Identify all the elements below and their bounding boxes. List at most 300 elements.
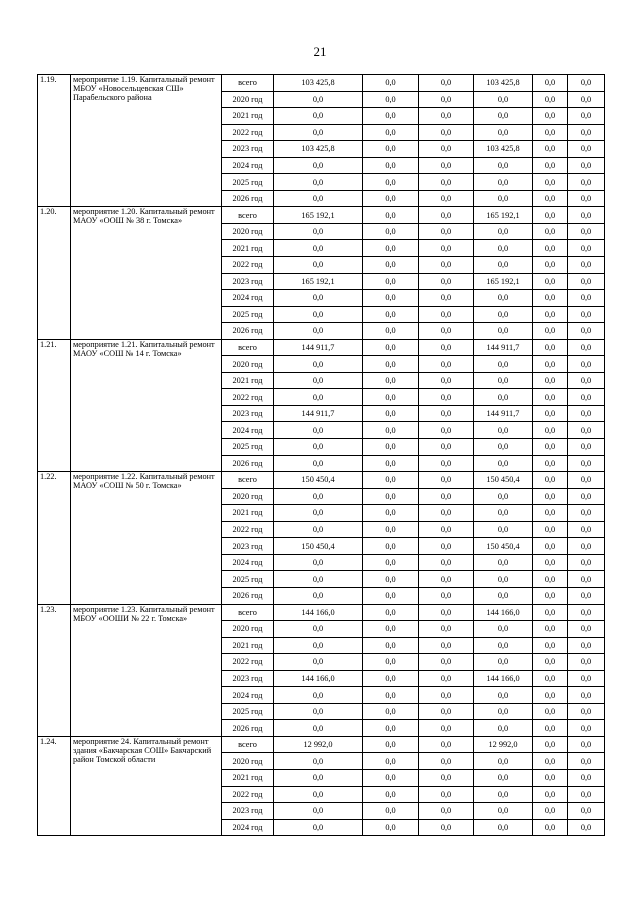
value-cell: 0,0 (533, 786, 568, 803)
value-cell: 0,0 (568, 141, 605, 158)
value-cell: 103 425,8 (274, 75, 363, 92)
value-cell: 0,0 (363, 223, 419, 240)
year-label: 2026 год (222, 323, 274, 340)
value-cell: 0,0 (474, 174, 533, 191)
value-cell: 0,0 (533, 753, 568, 770)
value-cell: 144 166,0 (274, 670, 363, 687)
page-number: 21 (313, 44, 327, 59)
value-cell: 0,0 (568, 240, 605, 257)
value-cell: 0,0 (274, 488, 363, 505)
value-cell: 0,0 (363, 769, 419, 786)
year-label: 2026 год (222, 720, 274, 737)
value-cell: 0,0 (419, 141, 474, 158)
value-cell: 0,0 (533, 488, 568, 505)
value-cell: 0,0 (419, 223, 474, 240)
value-cell: 0,0 (533, 587, 568, 604)
value-cell: 0,0 (274, 223, 363, 240)
year-label: всего (222, 604, 274, 621)
year-label: 2025 год (222, 174, 274, 191)
value-cell: 0,0 (533, 670, 568, 687)
item-description: мероприятие 1.23. Капитальный ремонт МБОУ «ООШИ № 22 г. Томска» (71, 604, 222, 736)
year-label: 2021 год (222, 769, 274, 786)
value-cell: 0,0 (568, 720, 605, 737)
value-cell: 0,0 (568, 439, 605, 456)
value-cell: 0,0 (363, 455, 419, 472)
value-cell: 0,0 (474, 720, 533, 737)
value-cell: 0,0 (419, 124, 474, 141)
value-cell: 0,0 (474, 356, 533, 373)
value-cell: 0,0 (568, 174, 605, 191)
value-cell: 144 911,7 (274, 339, 363, 356)
year-label: 2020 год (222, 753, 274, 770)
value-cell: 0,0 (363, 786, 419, 803)
year-label: 2020 год (222, 356, 274, 373)
value-cell: 0,0 (274, 505, 363, 522)
value-cell: 0,0 (419, 587, 474, 604)
value-cell: 0,0 (533, 521, 568, 538)
value-cell: 12 992,0 (474, 736, 533, 753)
value-cell: 0,0 (363, 637, 419, 654)
value-cell: 0,0 (419, 455, 474, 472)
year-label: 2025 год (222, 571, 274, 588)
value-cell: 0,0 (474, 257, 533, 274)
year-label: 2026 год (222, 455, 274, 472)
value-cell: 0,0 (474, 521, 533, 538)
value-cell: 0,0 (363, 124, 419, 141)
value-cell: 0,0 (419, 505, 474, 522)
value-cell: 0,0 (568, 323, 605, 340)
value-cell: 0,0 (274, 621, 363, 638)
value-cell: 0,0 (533, 803, 568, 820)
value-cell: 0,0 (474, 819, 533, 836)
value-cell: 0,0 (274, 323, 363, 340)
value-cell: 0,0 (474, 91, 533, 108)
value-cell: 0,0 (419, 439, 474, 456)
value-cell: 0,0 (419, 157, 474, 174)
value-cell: 0,0 (474, 157, 533, 174)
value-cell: 0,0 (533, 240, 568, 257)
value-cell: 0,0 (274, 157, 363, 174)
value-cell: 0,0 (533, 422, 568, 439)
value-cell: 0,0 (568, 356, 605, 373)
value-cell: 0,0 (419, 604, 474, 621)
value-cell: 0,0 (419, 273, 474, 290)
value-cell: 165 192,1 (274, 207, 363, 224)
value-cell: 0,0 (363, 521, 419, 538)
value-cell: 0,0 (274, 439, 363, 456)
value-cell: 0,0 (474, 389, 533, 406)
value-cell: 0,0 (363, 687, 419, 704)
year-label: 2022 год (222, 654, 274, 671)
value-cell: 0,0 (419, 190, 474, 207)
value-cell: 0,0 (474, 654, 533, 671)
year-label: 2020 год (222, 488, 274, 505)
value-cell: 0,0 (533, 75, 568, 92)
value-cell: 0,0 (568, 306, 605, 323)
value-cell: 0,0 (274, 703, 363, 720)
value-cell: 0,0 (568, 405, 605, 422)
value-cell: 0,0 (363, 108, 419, 125)
value-cell: 0,0 (568, 769, 605, 786)
year-label: 2023 год (222, 670, 274, 687)
year-label: 2023 год (222, 803, 274, 820)
value-cell: 144 911,7 (474, 339, 533, 356)
value-cell: 0,0 (274, 571, 363, 588)
value-cell: 0,0 (419, 786, 474, 803)
table-row (38, 472, 605, 489)
value-cell: 0,0 (419, 803, 474, 820)
value-cell: 103 425,8 (274, 141, 363, 158)
value-cell: 0,0 (568, 670, 605, 687)
value-cell: 0,0 (363, 75, 419, 92)
value-cell: 0,0 (419, 290, 474, 307)
table-row (38, 339, 605, 356)
item-number: 1.22. (38, 472, 71, 604)
value-cell: 0,0 (363, 372, 419, 389)
value-cell: 0,0 (568, 290, 605, 307)
year-label: 2024 год (222, 157, 274, 174)
year-label: 2020 год (222, 621, 274, 638)
value-cell: 0,0 (419, 554, 474, 571)
value-cell: 0,0 (568, 753, 605, 770)
year-label: всего (222, 736, 274, 753)
value-cell: 0,0 (568, 687, 605, 704)
item-number: 1.24. (38, 736, 71, 835)
value-cell: 0,0 (419, 654, 474, 671)
value-cell: 0,0 (568, 455, 605, 472)
value-cell: 0,0 (568, 124, 605, 141)
year-label: 2023 год (222, 405, 274, 422)
value-cell: 0,0 (363, 488, 419, 505)
item-description: мероприятие 1.21. Капитальный ремонт МАОУ «СОШ № 14 г. Томска» (71, 339, 222, 471)
value-cell: 0,0 (533, 257, 568, 274)
value-cell: 0,0 (474, 587, 533, 604)
value-cell: 0,0 (419, 571, 474, 588)
value-cell: 0,0 (363, 753, 419, 770)
value-cell: 0,0 (363, 240, 419, 257)
value-cell: 0,0 (533, 91, 568, 108)
value-cell: 0,0 (568, 339, 605, 356)
value-cell: 165 192,1 (474, 273, 533, 290)
value-cell: 0,0 (363, 604, 419, 621)
value-cell: 0,0 (533, 141, 568, 158)
value-cell: 0,0 (419, 621, 474, 638)
value-cell: 0,0 (568, 257, 605, 274)
value-cell: 0,0 (419, 389, 474, 406)
value-cell: 0,0 (419, 769, 474, 786)
year-label: всего (222, 472, 274, 489)
value-cell: 0,0 (533, 339, 568, 356)
value-cell: 0,0 (568, 75, 605, 92)
item-number: 1.23. (38, 604, 71, 736)
item-number: 1.19. (38, 75, 71, 207)
value-cell: 0,0 (363, 91, 419, 108)
value-cell: 0,0 (533, 356, 568, 373)
year-label: 2026 год (222, 190, 274, 207)
value-cell: 165 192,1 (274, 273, 363, 290)
value-cell: 0,0 (533, 621, 568, 638)
value-cell: 0,0 (474, 621, 533, 638)
value-cell: 0,0 (274, 290, 363, 307)
value-cell: 0,0 (274, 240, 363, 257)
value-cell: 0,0 (419, 174, 474, 191)
value-cell: 0,0 (363, 273, 419, 290)
value-cell: 0,0 (474, 124, 533, 141)
value-cell: 0,0 (474, 687, 533, 704)
value-cell: 0,0 (419, 207, 474, 224)
value-cell: 0,0 (568, 91, 605, 108)
year-label: 2022 год (222, 389, 274, 406)
value-cell: 0,0 (474, 769, 533, 786)
year-label: 2020 год (222, 223, 274, 240)
value-cell: 0,0 (568, 803, 605, 820)
table-row (38, 736, 605, 753)
value-cell: 0,0 (474, 190, 533, 207)
value-cell: 0,0 (474, 637, 533, 654)
value-cell: 0,0 (533, 505, 568, 522)
value-cell: 150 450,4 (474, 538, 533, 555)
value-cell: 0,0 (533, 323, 568, 340)
table-body (38, 75, 605, 836)
value-cell: 0,0 (363, 157, 419, 174)
value-cell: 0,0 (419, 405, 474, 422)
value-cell: 0,0 (533, 819, 568, 836)
value-cell: 150 450,4 (274, 538, 363, 555)
value-cell: 0,0 (419, 75, 474, 92)
value-cell: 0,0 (274, 720, 363, 737)
value-cell: 0,0 (419, 372, 474, 389)
value-cell: 0,0 (474, 753, 533, 770)
value-cell: 0,0 (533, 571, 568, 588)
value-cell: 0,0 (419, 488, 474, 505)
value-cell: 0,0 (274, 124, 363, 141)
value-cell: 0,0 (419, 538, 474, 555)
year-label: 2022 год (222, 786, 274, 803)
value-cell: 0,0 (568, 472, 605, 489)
value-cell: 150 450,4 (274, 472, 363, 489)
value-cell: 103 425,8 (474, 75, 533, 92)
value-cell: 0,0 (533, 290, 568, 307)
value-cell: 0,0 (363, 670, 419, 687)
year-label: 2021 год (222, 108, 274, 125)
value-cell: 0,0 (363, 703, 419, 720)
value-cell: 0,0 (568, 273, 605, 290)
value-cell: 0,0 (363, 819, 419, 836)
value-cell: 0,0 (363, 472, 419, 489)
value-cell: 0,0 (419, 703, 474, 720)
value-cell: 0,0 (533, 174, 568, 191)
value-cell: 0,0 (419, 521, 474, 538)
value-cell: 0,0 (363, 554, 419, 571)
value-cell: 0,0 (274, 174, 363, 191)
value-cell: 0,0 (474, 372, 533, 389)
value-cell: 0,0 (274, 389, 363, 406)
value-cell: 0,0 (533, 372, 568, 389)
value-cell: 0,0 (568, 372, 605, 389)
value-cell: 0,0 (419, 422, 474, 439)
value-cell: 0,0 (568, 637, 605, 654)
value-cell: 0,0 (363, 257, 419, 274)
value-cell: 0,0 (274, 422, 363, 439)
value-cell: 0,0 (363, 439, 419, 456)
value-cell: 0,0 (274, 554, 363, 571)
value-cell: 0,0 (274, 521, 363, 538)
value-cell: 0,0 (533, 720, 568, 737)
year-label: 2021 год (222, 637, 274, 654)
value-cell: 0,0 (568, 422, 605, 439)
value-cell: 0,0 (474, 554, 533, 571)
value-cell: 0,0 (274, 753, 363, 770)
value-cell: 144 166,0 (474, 670, 533, 687)
value-cell: 0,0 (568, 190, 605, 207)
funding-table (37, 74, 605, 836)
value-cell: 0,0 (474, 786, 533, 803)
value-cell: 0,0 (533, 736, 568, 753)
value-cell: 0,0 (474, 306, 533, 323)
value-cell: 0,0 (533, 190, 568, 207)
value-cell: 0,0 (533, 306, 568, 323)
value-cell: 0,0 (419, 819, 474, 836)
value-cell: 0,0 (363, 422, 419, 439)
value-cell: 0,0 (419, 323, 474, 340)
value-cell: 0,0 (274, 687, 363, 704)
value-cell: 0,0 (274, 819, 363, 836)
item-description: мероприятие 24. Капитальный ремонт здания «Бакчарская СОШ» Бакчарский район Томской области (71, 736, 222, 835)
value-cell: 0,0 (474, 422, 533, 439)
value-cell: 0,0 (363, 654, 419, 671)
item-description: мероприятие 1.22. Капитальный ремонт МАОУ «СОШ № 50 г. Томска» (71, 472, 222, 604)
item-number: 1.21. (38, 339, 71, 471)
value-cell: 0,0 (533, 223, 568, 240)
value-cell: 0,0 (363, 720, 419, 737)
value-cell: 0,0 (363, 538, 419, 555)
value-cell: 0,0 (363, 174, 419, 191)
value-cell: 0,0 (363, 587, 419, 604)
value-cell: 0,0 (533, 703, 568, 720)
year-label: 2021 год (222, 505, 274, 522)
value-cell: 0,0 (568, 505, 605, 522)
year-label: всего (222, 207, 274, 224)
value-cell: 0,0 (568, 157, 605, 174)
year-label: 2022 год (222, 124, 274, 141)
year-label: 2024 год (222, 687, 274, 704)
value-cell: 0,0 (419, 91, 474, 108)
value-cell: 0,0 (419, 257, 474, 274)
value-cell: 0,0 (568, 621, 605, 638)
value-cell: 0,0 (474, 803, 533, 820)
value-cell: 0,0 (274, 769, 363, 786)
year-label: 2024 год (222, 290, 274, 307)
value-cell: 0,0 (363, 505, 419, 522)
value-cell: 0,0 (419, 472, 474, 489)
value-cell: 0,0 (274, 587, 363, 604)
value-cell: 0,0 (363, 736, 419, 753)
value-cell: 0,0 (419, 637, 474, 654)
value-cell: 0,0 (568, 604, 605, 621)
value-cell: 0,0 (533, 654, 568, 671)
year-label: 2025 год (222, 439, 274, 456)
value-cell: 0,0 (274, 803, 363, 820)
value-cell: 0,0 (533, 472, 568, 489)
value-cell: 0,0 (274, 455, 363, 472)
value-cell: 0,0 (568, 654, 605, 671)
value-cell: 0,0 (568, 207, 605, 224)
value-cell: 0,0 (533, 439, 568, 456)
value-cell: 0,0 (474, 505, 533, 522)
value-cell: 0,0 (568, 571, 605, 588)
value-cell: 144 166,0 (474, 604, 533, 621)
value-cell: 0,0 (568, 223, 605, 240)
value-cell: 0,0 (274, 654, 363, 671)
value-cell: 0,0 (474, 455, 533, 472)
value-cell: 0,0 (533, 538, 568, 555)
value-cell: 144 911,7 (274, 405, 363, 422)
year-label: 2020 год (222, 91, 274, 108)
table-row (38, 207, 605, 224)
value-cell: 0,0 (274, 306, 363, 323)
year-label: всего (222, 75, 274, 92)
year-label: 2022 год (222, 257, 274, 274)
value-cell: 0,0 (274, 356, 363, 373)
value-cell: 0,0 (568, 538, 605, 555)
value-cell: 0,0 (474, 223, 533, 240)
value-cell: 0,0 (533, 389, 568, 406)
value-cell: 0,0 (568, 587, 605, 604)
year-label: 2024 год (222, 554, 274, 571)
table-row (38, 75, 605, 92)
value-cell: 0,0 (363, 571, 419, 588)
year-label: 2024 год (222, 819, 274, 836)
year-label: 2023 год (222, 538, 274, 555)
value-cell: 0,0 (474, 571, 533, 588)
value-cell: 0,0 (533, 273, 568, 290)
year-label: всего (222, 339, 274, 356)
value-cell: 0,0 (533, 769, 568, 786)
value-cell: 0,0 (568, 554, 605, 571)
value-cell: 0,0 (419, 736, 474, 753)
value-cell: 0,0 (274, 637, 363, 654)
value-cell: 0,0 (363, 356, 419, 373)
value-cell: 0,0 (274, 372, 363, 389)
value-cell: 0,0 (363, 405, 419, 422)
year-label: 2024 год (222, 422, 274, 439)
value-cell: 0,0 (363, 803, 419, 820)
value-cell: 0,0 (568, 819, 605, 836)
year-label: 2022 год (222, 521, 274, 538)
value-cell: 0,0 (474, 290, 533, 307)
value-cell: 0,0 (533, 157, 568, 174)
year-label: 2025 год (222, 703, 274, 720)
value-cell: 0,0 (419, 720, 474, 737)
value-cell: 0,0 (419, 108, 474, 125)
value-cell: 0,0 (419, 339, 474, 356)
value-cell: 0,0 (474, 240, 533, 257)
value-cell: 0,0 (363, 339, 419, 356)
value-cell: 0,0 (363, 306, 419, 323)
value-cell: 0,0 (419, 240, 474, 257)
year-label: 2025 год (222, 306, 274, 323)
value-cell: 144 166,0 (274, 604, 363, 621)
value-cell: 0,0 (274, 190, 363, 207)
value-cell: 0,0 (474, 323, 533, 340)
value-cell: 0,0 (419, 753, 474, 770)
year-label: 2023 год (222, 273, 274, 290)
value-cell: 0,0 (474, 439, 533, 456)
value-cell: 0,0 (568, 786, 605, 803)
value-cell: 0,0 (419, 670, 474, 687)
value-cell: 0,0 (363, 141, 419, 158)
value-cell: 0,0 (533, 554, 568, 571)
